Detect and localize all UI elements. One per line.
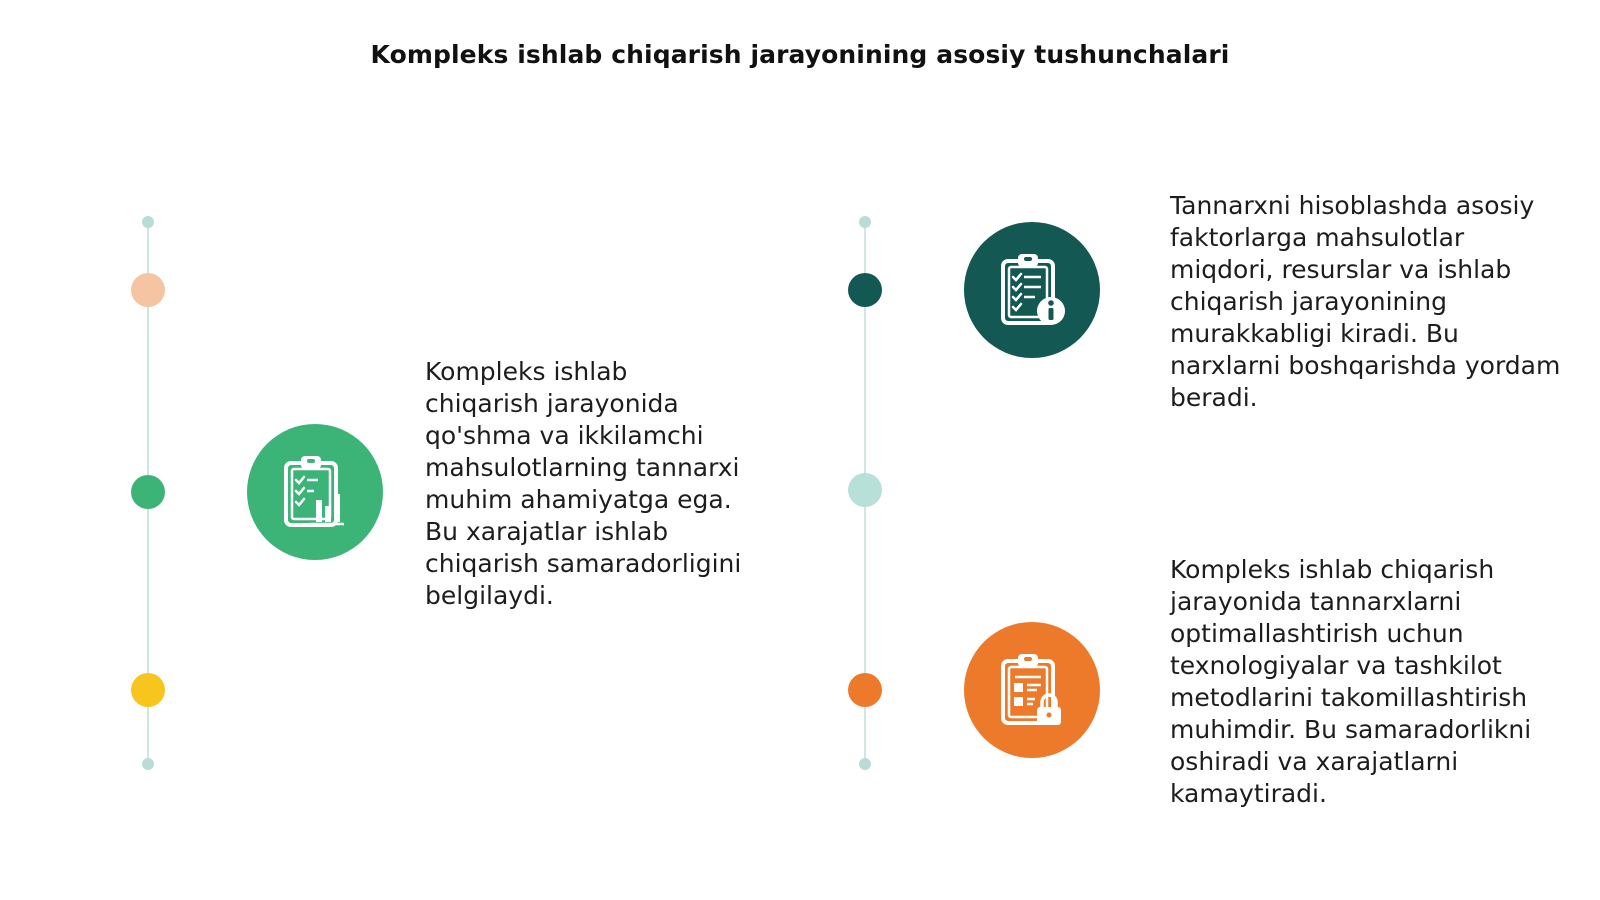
timeline-right-teal-dot <box>848 273 882 307</box>
item-2-text: Tannarxni hisoblashda asosiy faktorlarga mahsulotlar miqdori, resurslar va ishlab chiqarish jarayonining murakkabligi kiradi. Bu narxlarni boshqarishda yordam beradi. <box>1170 191 1561 412</box>
item-1-text: Kompleks ishlab chiqarish jarayonida qo'shma va ikkilamchi mahsulotlarning tannarxi muhim ahamiyatga ega. Bu xarajatlar ishlab chiqarish samaradorligini belgilaydi. <box>425 357 742 610</box>
timeline-left-peach-dot <box>131 273 165 307</box>
clipboard-lock-icon <box>997 652 1067 728</box>
timeline-right-orange-dot <box>848 673 882 707</box>
timeline-left-end-dot <box>142 758 154 770</box>
item-3-text: Kompleks ishlab chiqarish jarayonida tannarxlarni optimallashtirish uchun texnologiyalar va tashkilot metodlarini takomillashtirish muhimdir. Bu samaradorlikni oshiradi va xarajatlarni kamaytiradi. <box>1170 555 1532 808</box>
timeline-right-pale-dot <box>848 473 882 507</box>
clipboard-info-icon <box>997 252 1067 328</box>
timeline-right-end-dot <box>859 758 871 770</box>
item-3-badge <box>964 622 1100 758</box>
item-2-badge <box>964 222 1100 358</box>
item-1-badge <box>247 424 383 560</box>
timeline-left-yellow-dot <box>131 673 165 707</box>
page-title: Kompleks ishlab chiqarish jarayonining asosiy tushunchalari <box>370 40 1230 69</box>
timeline-left-start-dot <box>142 216 154 228</box>
clipboard-chart-icon <box>280 454 350 530</box>
timeline-left-green-dot <box>131 475 165 509</box>
timeline-right-start-dot <box>859 216 871 228</box>
